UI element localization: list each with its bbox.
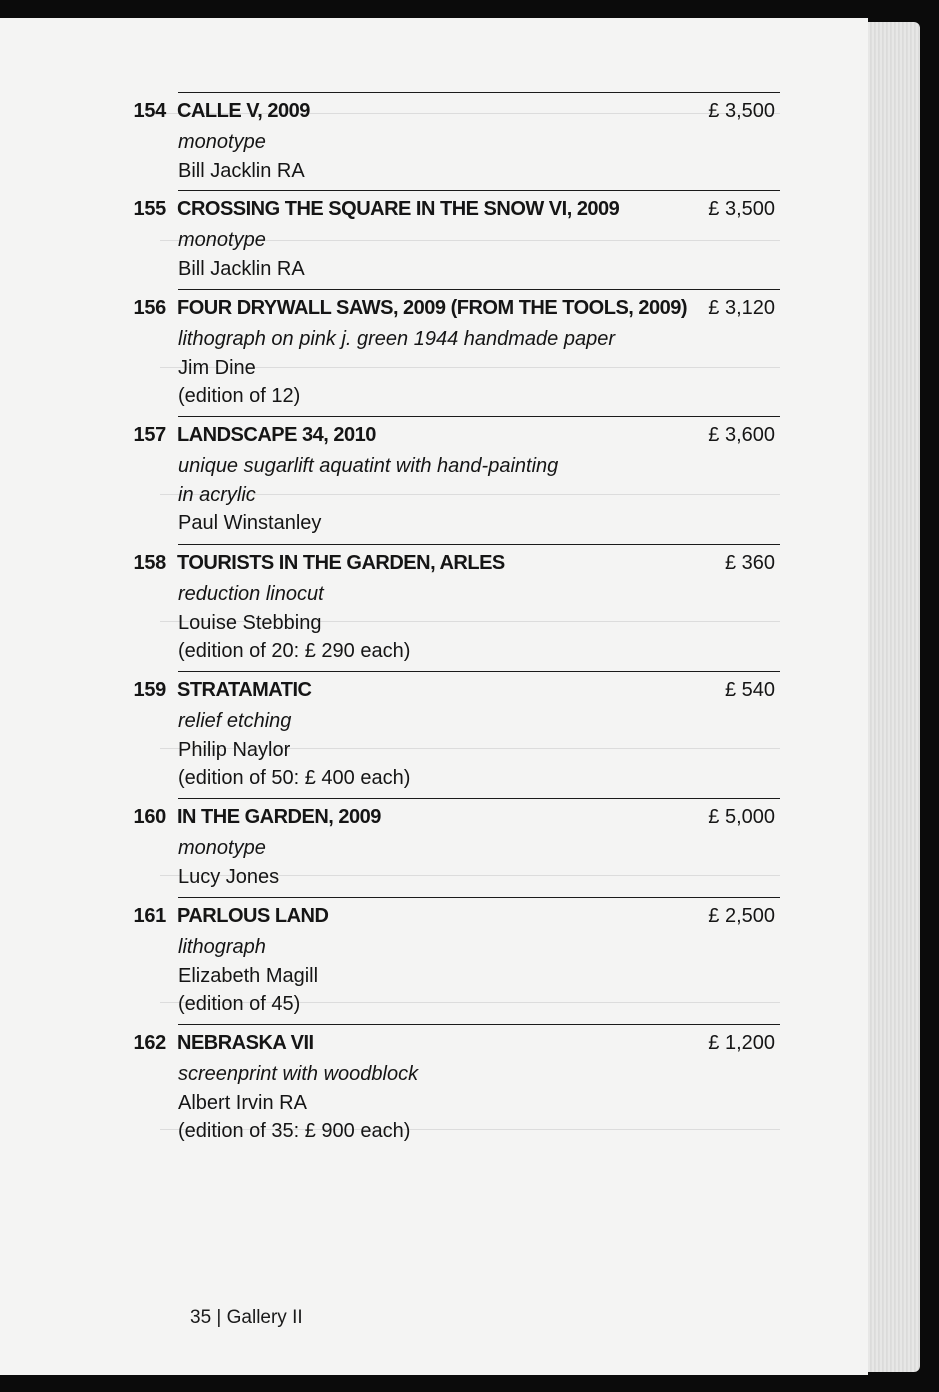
entry-number: 155 (133, 198, 166, 220)
entry-edition: (edition of 45) (178, 993, 301, 1015)
entry-artist: Elizabeth Magill (178, 964, 319, 987)
entry-title: CALLE V, 2009 (177, 100, 310, 122)
entry-title: TOURISTS IN THE GARDEN, ARLES (177, 552, 505, 574)
entry-number: 161 (133, 905, 166, 927)
entry-price: £ 3,500 (708, 100, 775, 122)
entry-edition: (edition of 35: £ 900 each) (178, 1120, 411, 1142)
entry-number: 154 (133, 100, 166, 122)
page-footer: 35 | Gallery II (190, 1307, 303, 1328)
entry-medium-continued: in acrylic (178, 483, 256, 506)
entry-artist: Albert Irvin RA (178, 1091, 307, 1114)
entry-rule (178, 1024, 780, 1025)
entry-title: CROSSING THE SQUARE IN THE SNOW VI, 2009 (177, 198, 620, 220)
entry-number: 159 (133, 679, 166, 701)
entry-medium: lithograph on pink j. green 1944 handmade paper (178, 328, 615, 350)
entry-price: £ 360 (724, 552, 775, 574)
entry-title: NEBRASKA VII (177, 1032, 314, 1054)
entry-price: £ 3,120 (708, 297, 775, 319)
catalogue-page (0, 18, 868, 1375)
entry-artist: Paul Winstanley (178, 512, 322, 534)
entry-rule (178, 92, 780, 93)
entry-title: STRATAMATIC (177, 679, 312, 701)
entry-rule (178, 897, 780, 898)
entry-medium: reduction linocut (178, 583, 324, 605)
entry-artist: Bill Jacklin RA (178, 257, 305, 280)
entry-artist: Lucy Jones (178, 865, 280, 888)
entry-medium: unique sugarlift aquatint with hand-painting (178, 455, 559, 477)
entry-rule (178, 544, 780, 545)
entry-artist: Philip Naylor (178, 738, 291, 761)
entry-rule (178, 289, 780, 290)
entry-rule (178, 416, 780, 417)
entry-number: 158 (133, 552, 166, 574)
entry-title: FOUR DRYWALL SAWS, 2009 (FROM THE TOOLS, 2009) (177, 297, 688, 319)
entry-number: 160 (133, 806, 166, 828)
entry-price: £ 3,600 (708, 424, 775, 446)
entry-rule (178, 798, 780, 799)
entry-price: £ 2,500 (708, 905, 775, 927)
entry-edition: (edition of 12) (178, 385, 301, 407)
entry-medium: monotype (178, 131, 266, 153)
entry-edition: (edition of 20: £ 290 each) (178, 640, 411, 662)
entry-artist: Bill Jacklin RA (178, 159, 305, 182)
entry-price: £ 1,200 (708, 1032, 775, 1054)
entry-medium: monotype (178, 229, 266, 251)
entry-title: PARLOUS LAND (177, 905, 329, 927)
entry-price: £ 540 (724, 679, 775, 701)
entry-medium: screenprint with woodblock (178, 1063, 419, 1085)
entry-medium: monotype (178, 837, 266, 859)
entry-price: £ 5,000 (708, 806, 775, 828)
entry-number: 157 (133, 424, 166, 446)
entry-rule (178, 671, 780, 672)
entry-artist: Jim Dine (178, 356, 256, 379)
entry-edition: (edition of 50: £ 400 each) (178, 767, 411, 789)
page-edge (860, 22, 920, 1372)
entry-number: 156 (133, 297, 166, 319)
entry-price: £ 3,500 (708, 198, 775, 220)
entry-medium: relief etching (178, 710, 292, 732)
entry-title: IN THE GARDEN, 2009 (177, 806, 381, 828)
entry-number: 162 (133, 1032, 166, 1054)
entry-medium: lithograph (178, 936, 266, 958)
entry-title: LANDSCAPE 34, 2010 (177, 424, 376, 446)
entry-artist: Louise Stebbing (178, 611, 322, 634)
entry-rule (178, 190, 780, 191)
